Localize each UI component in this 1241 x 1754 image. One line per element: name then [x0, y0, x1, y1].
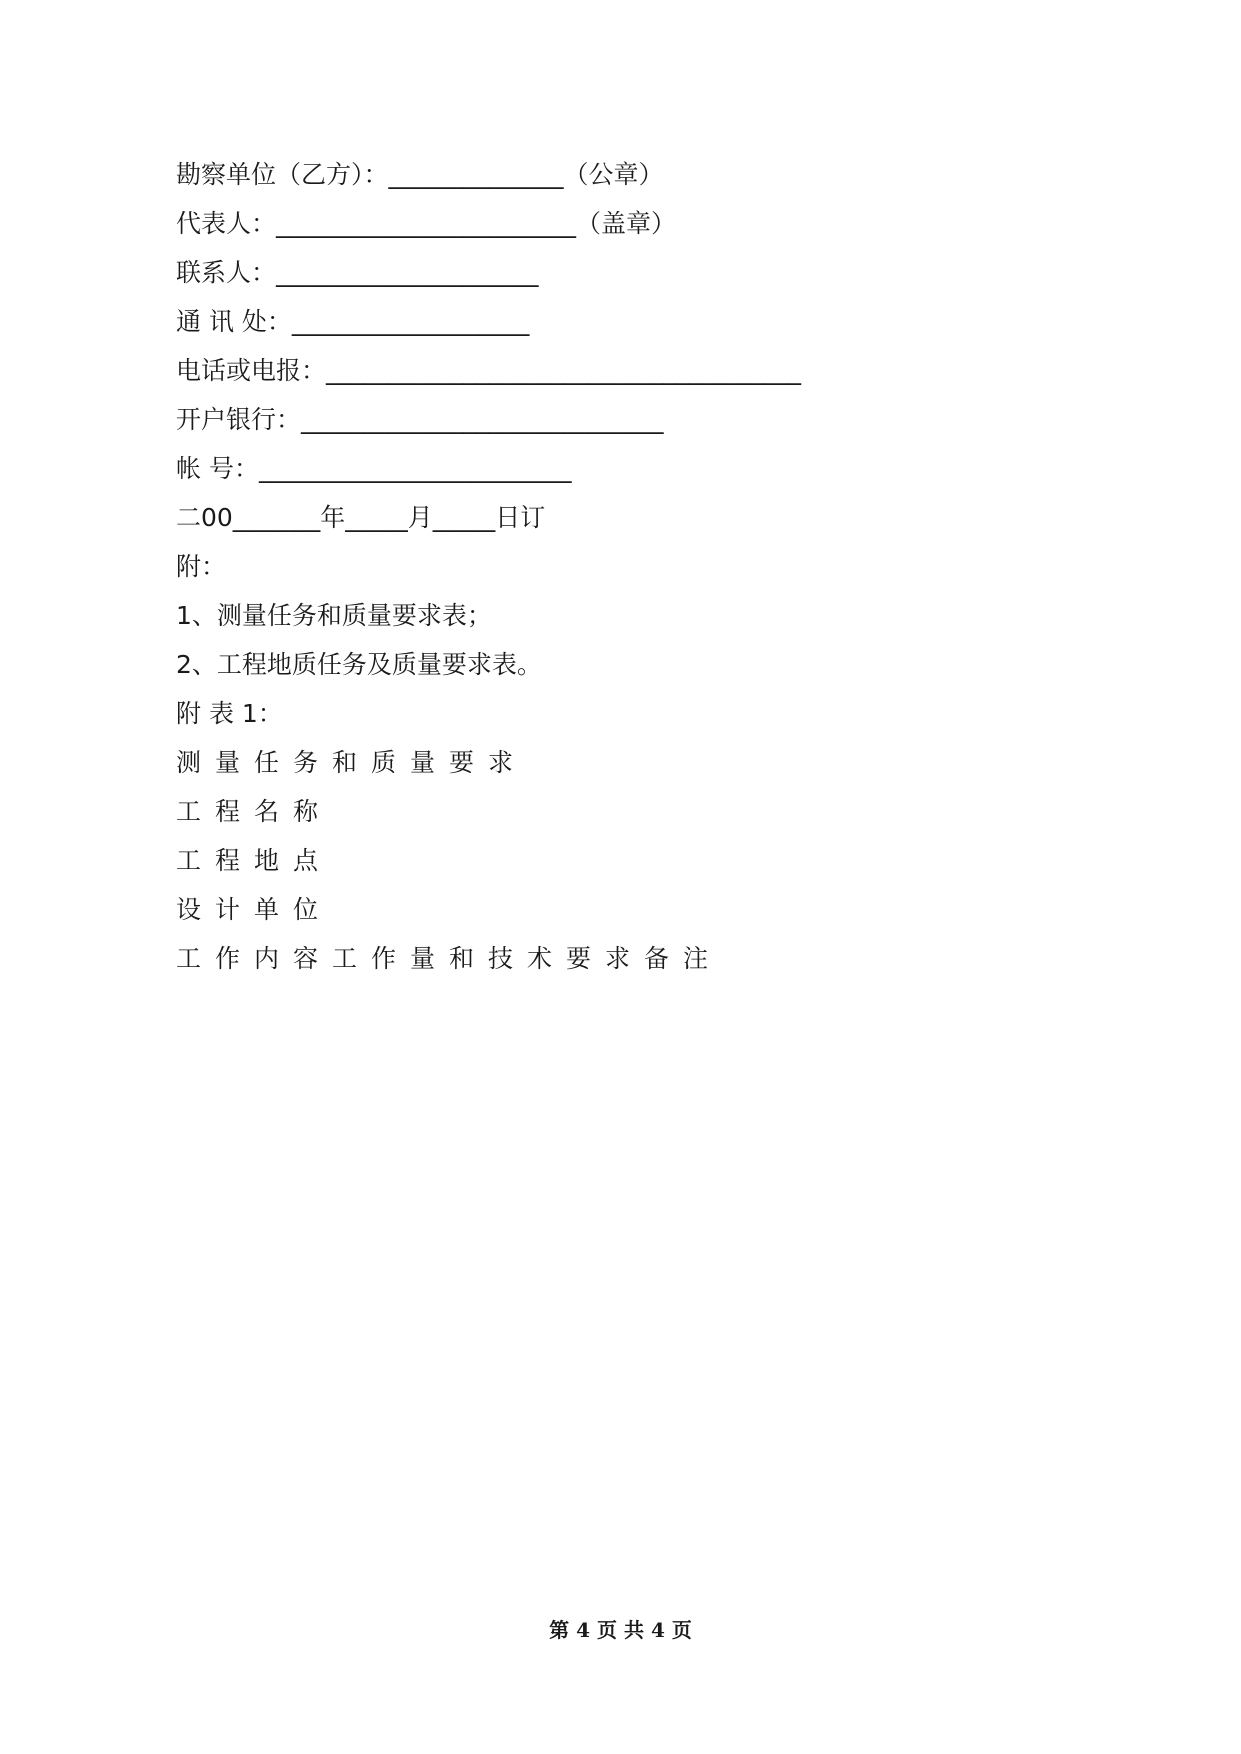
- attachments-heading: 附：: [176, 552, 227, 581]
- document-body: [176, 150, 1076, 983]
- bank-line: 开户银行：_____________________________: [176, 405, 664, 434]
- project-name-label: 工程名称: [176, 797, 333, 826]
- mailing-address-line: 通 讯 处：___________________: [176, 307, 530, 336]
- date-signed-line: 二00_______年_____月_____日订: [176, 503, 546, 532]
- appendix-table-1-label: 附 表 1：: [176, 699, 283, 728]
- contact-person-line: 联系人：_____________________: [176, 258, 539, 287]
- appendix-table-title: 测量任务和质量要求: [176, 748, 528, 777]
- design-unit-label: 设计单位: [176, 895, 333, 924]
- page-number-footer: 第 4 页 共 4 页: [549, 1618, 692, 1642]
- phone-telegram-line: 电话或电报：______________________________________: [176, 356, 802, 385]
- survey-unit-party-b-line: 勘察单位（乙方）：______________（公章）: [176, 160, 664, 189]
- account-number-line: 帐 号：_________________________: [176, 454, 572, 483]
- representative-line: 代表人：________________________（盖章）: [176, 209, 677, 238]
- table-header-row: 工作内容工作量和技术要求备注: [176, 944, 723, 973]
- attachment-item-1: 1、测量任务和质量要求表；: [176, 601, 492, 630]
- project-location-label: 工程地点: [176, 846, 333, 875]
- attachment-item-2: 2、工程地质任务及质量要求表。: [176, 650, 542, 679]
